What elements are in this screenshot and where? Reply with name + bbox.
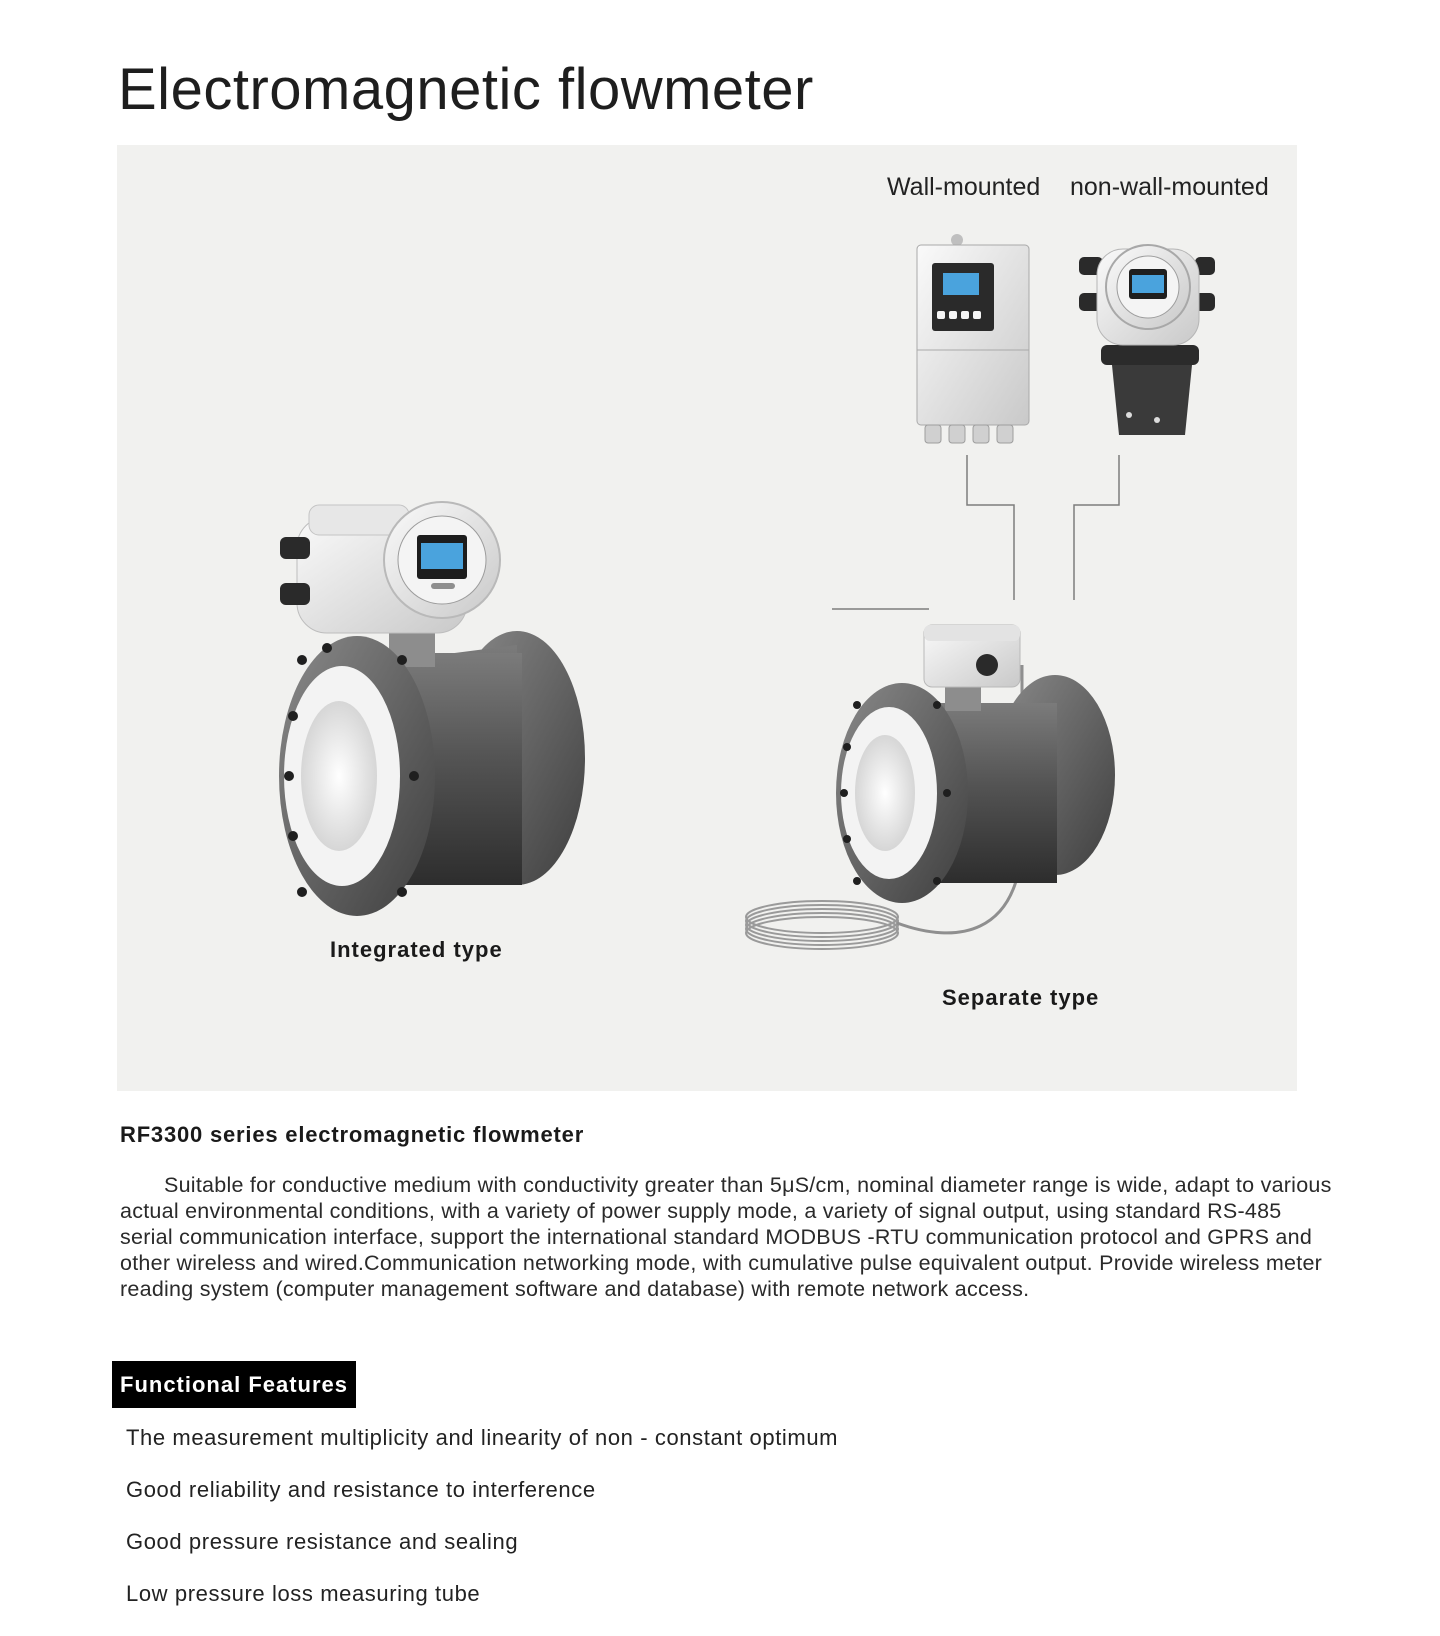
wall-mounted-label: Wall-mounted [887,173,1041,201]
product-subtitle: RF3300 series electromagnetic flowmeter [120,1122,585,1147]
product-figure [117,145,1297,1091]
page-title: Electromagnetic flowmeter [118,57,814,122]
features-list [126,1424,838,1632]
separate-type-flowmeter [746,625,1115,949]
separate-type-caption: Separate type [942,985,1100,1010]
features-heading: Functional Features [112,1361,356,1408]
non-wall-mounted-converter [1079,245,1215,435]
feature-item: Good reliability and resistance to interference [126,1477,596,1502]
integrated-type-caption: Integrated type [330,937,503,962]
feature-item: The measurement multiplicity and linearity of non - constant optimum [126,1425,839,1450]
integrated-type-flowmeter [279,502,585,916]
wall-mounted-converter [917,234,1029,443]
feature-item: Good pressure resistance and sealing [126,1529,519,1554]
connector-lines [832,455,1119,609]
flowmeter-illustration [117,145,1297,1091]
feature-item: Low pressure loss measuring tube [126,1581,481,1606]
product-description: Suitable for conductive medium with conductivity greater than 5μS/cm, nominal diameter range is wide, adapt to various actual environmental conditions, with a variety of power supply mode, a variety of signal output, using standard RS-485 serial communication interface, support the international standard MODBUS -RTU communication protocol and GPRS and other wireless and wired.Communication networking mode, with cumulative pulse equivalent output. Provide wireless meter reading system (computer management software and database) with remote network access. [120,1173,1332,1301]
non-wall-mounted-label: non-wall-mounted [1070,173,1269,201]
